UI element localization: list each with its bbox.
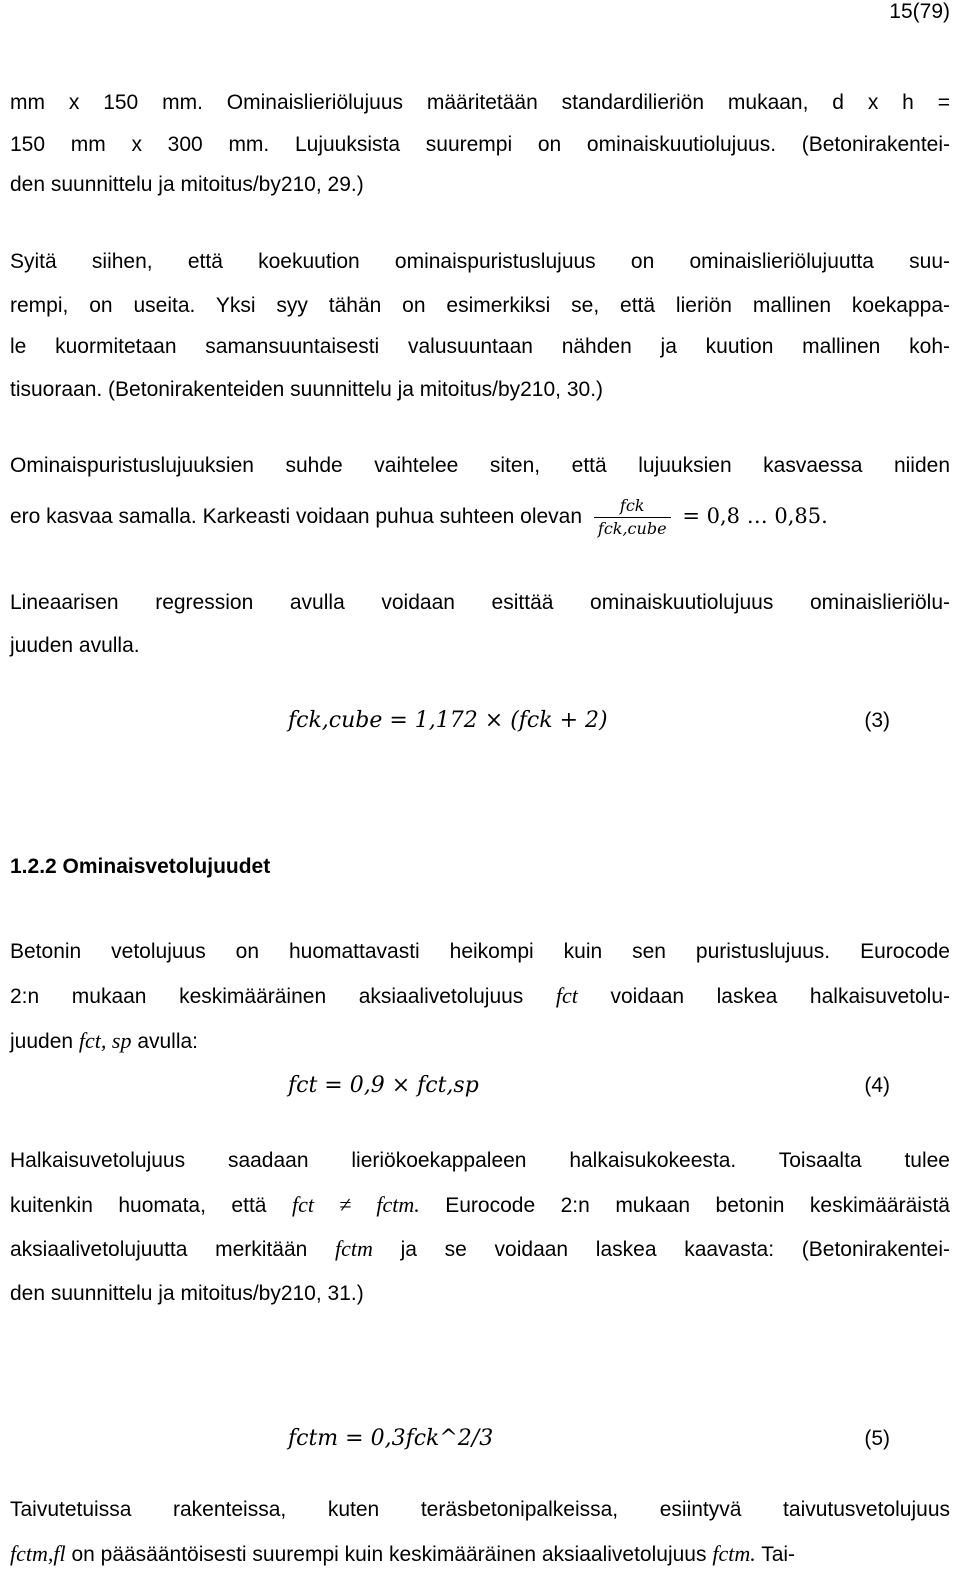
text-span: kuitenkin huomata, että	[10, 1194, 267, 1217]
text-line: le kuormitetaan samansuuntaisesti valusuuntaan nähden ja kuution mallinen koh-	[10, 335, 950, 358]
equation-number: (4)	[864, 1074, 890, 1097]
text-span: juuden	[10, 1030, 74, 1053]
text-line	[10, 1541, 795, 1568]
text-span: ja se voidaan laskea kaavasta: (Betonirakentei-	[400, 1238, 951, 1261]
equation-number: (5)	[864, 1427, 890, 1450]
text-line: Taivutetuissa rakenteissa, kuten teräsbetonipalkeissa, esiintyvä taivutusvetolujuus	[10, 1498, 950, 1521]
text-line: mm x 150 mm. Ominaislieriölujuus määritetään standardilieriön mukaan, d x h =	[10, 91, 950, 114]
text-line: juuden avulla.	[10, 634, 140, 657]
text-span: 2:n mukaan keskimääräinen aksiaalivetolujuus	[10, 985, 524, 1008]
equation-number: (3)	[864, 709, 890, 732]
equation-5: fctm = 0,3fck^2/3	[288, 1426, 494, 1451]
text-line	[10, 1236, 950, 1263]
symbol-fct: fct	[555, 983, 578, 1008]
text-line: 150 mm x 300 mm. Lujuuksista suurempi on ominaiskuutiolujuus. (Betonirakentei-	[10, 133, 950, 156]
text-line	[10, 1028, 198, 1055]
symbol-fctm: fctm	[335, 1236, 373, 1261]
text-span: Eurocode 2:n mukaan betonin keskimääräistä	[445, 1194, 950, 1217]
text-line: den suunnittelu ja mitoitus/by210, 29.)	[10, 173, 364, 196]
text-line	[10, 1192, 950, 1219]
text-span: Tai-	[761, 1543, 796, 1566]
text-span: on pääsääntöisesti suurempi kuin keskimääräinen aksiaalivetolujuus	[71, 1543, 707, 1566]
text-span: avulla:	[137, 1030, 199, 1053]
text-line	[10, 983, 950, 1010]
equation-3: fck,cube = 1,172 × (fck + 2)	[288, 708, 608, 733]
fraction-denominator: fck,cube	[597, 518, 667, 538]
text-line: Betonin vetolujuus on huomattavasti heikompi kuin sen puristuslujuus. Eurocode	[10, 940, 950, 963]
text-line: Lineaarisen regression avulla voidaan esittää ominaiskuutiolujuus ominaislieriölu-	[10, 591, 950, 614]
text-span: ero kasvaa samalla. Karkeasti voidaan puhua suhteen olevan	[10, 505, 583, 528]
text-line	[10, 480, 828, 553]
text-line: den suunnittelu ja mitoitus/by210, 31.)	[10, 1282, 364, 1305]
text-span: aksiaalivetolujuutta merkitään	[10, 1238, 308, 1261]
symbol-fctm: fctm.	[712, 1541, 756, 1566]
text-line: Syitä siihen, että koekuution ominaispuristuslujuus on ominaislieriölujuutta suu-	[10, 250, 950, 273]
page-number: 15(79)	[889, 0, 950, 23]
equation-4: fct = 0,9 × fct,sp	[288, 1073, 479, 1098]
inequality: fct ≠ fctm.	[291, 1192, 420, 1217]
fraction-numerator: fck	[594, 497, 671, 518]
symbol-fctm-fl: fctm,fl	[10, 1541, 66, 1566]
text-line: tisuoraan. (Betonirakenteiden suunnittelu ja mitoitus/by210, 30.)	[10, 378, 604, 401]
text-line: rempi, on useita. Yksi syy tähän on esimerkiksi se, että lieriön mallinen koekappa-	[10, 294, 950, 317]
symbol-fct-sp: fct, sp	[78, 1028, 132, 1053]
text-line: Ominaispuristuslujuuksien suhde vaihtelee siten, että lujuuksien kasvaessa niiden	[10, 454, 950, 477]
ratio-value: = 0,8 … 0,85.	[682, 504, 828, 528]
text-span: voidaan laskea halkaisuvetolu-	[610, 985, 951, 1008]
section-heading: 1.2.2 Ominaisvetolujuudet	[10, 855, 271, 878]
ratio-fraction	[594, 497, 671, 538]
text-line: Halkaisuvetolujuus saadaan lieriökoekappaleen halkaisukokeesta. Toisaalta tulee	[10, 1149, 950, 1172]
